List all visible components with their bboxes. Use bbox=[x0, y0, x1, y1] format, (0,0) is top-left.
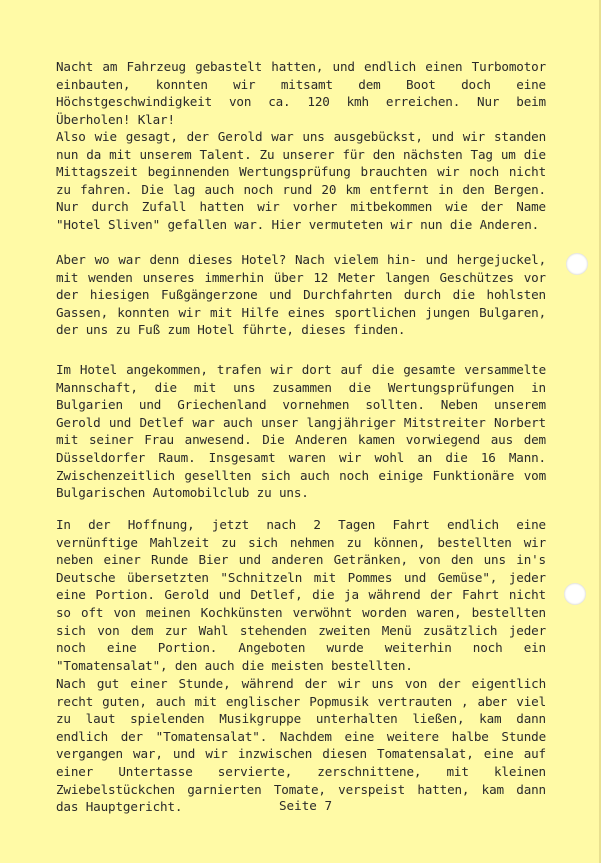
paragraph-6: Nach gut einer Stunde, während der wir uns von der eigentlich recht guten, auch mit englischer Popmusik vertrauten , aber viel zu laut spielenden Musikgruppe unterhalten ließen, kam dann endlich der "Tomatensalat". Nachdem eine weitere halbe Stunde vergangen war, und wir inzwischen diesen Tomatensalat, eine auf einer Untertasse servierte, zerschnittene, mit kleinen Zwiebelstückchen garnierten Tomate, verspeist hatten, kam dann das Hauptgericht. bbox=[56, 676, 546, 815]
page-number: Seite 7 bbox=[278, 798, 333, 813]
paragraph-1: Nacht am Fahrzeug gebastelt hatten, und endlich einen Turbomotor einbauten, konnten wir mitsamt dem Boot doch eine Höchstgeschwindigkeit von ca. 120 kmh erreichen. Nur beim Überholen! Klar! bbox=[56, 59, 546, 127]
paragraph-4: Im Hotel angekommen, trafen wir dort auf die gesamte versammelte Mannschaft, die mit uns zusammen die Wertungsprüfungen in Bulgarien und Griechenland vornehmen sollten. Neben unserem Gerold und Detlef war auch unser langjähriger Mitstreiter Norbert mit seiner Frau anwesend. Die Anderen kamen vorwiegend aus dem Düsseldorfer Raum. Insgesamt waren wir wohl an die 16 Mann. Zwischenzeitlich gesellten sich auch noch einige Funktionäre vom Bulgarischen Automobilclub zu uns. bbox=[56, 362, 546, 501]
punch-hole-bottom bbox=[564, 583, 586, 605]
paragraph-3: Aber wo war denn dieses Hotel? Nach vielem hin- und hergejuckel, mit wenden unseres immerhin über 12 Meter langen Geschützes vor der hiesigen Fußgängerzone und Durchfahrten durch die hohlsten Gassen, konnten wir mit Hilfe eines sportlichen jungen Bulgaren, der uns zu Fuß zum Hotel führte, dieses finden. bbox=[56, 252, 546, 338]
paragraph-5: In der Hoffnung, jetzt nach 2 Tagen Fahrt endlich eine vernünftige Mahlzeit zu sich nehmen zu können, bestellten wir neben einer Runde Bier und anderen Getränken, von den uns in's Deutsche übersetzten "Schnitzeln mit Pommes und Gemüse", jeder eine Portion. Gerold und Detlef, die ja während der Fahrt nicht so oft von meinen Kochkünsten verwöhnt worden waren, bestellten sich von dem zur Wahl stehenden zweiten Menü zusätzlich jeder noch eine Portion. Angeboten wurde weiterhin noch ein "Tomatensalat", den auch die meisten bestellten. bbox=[56, 517, 546, 673]
paragraph-2: Also wie gesagt, der Gerold war uns ausgebückst, und wir standen nun da mit unserem Talent. Zu unserer für den nächsten Tag um die Mittagszeit beginnenden Wertungsprüfung brauchten wir noch nicht zu fahren. Die lag auch noch rund 20 km entfernt in den Bergen. Nur durch Zufall hatten wir vorher mitbekommen wie der Name "Hotel Sliven" gefallen war. Hier vermuteten wir nun die Anderen. bbox=[56, 129, 546, 232]
punch-hole-top bbox=[566, 253, 588, 275]
